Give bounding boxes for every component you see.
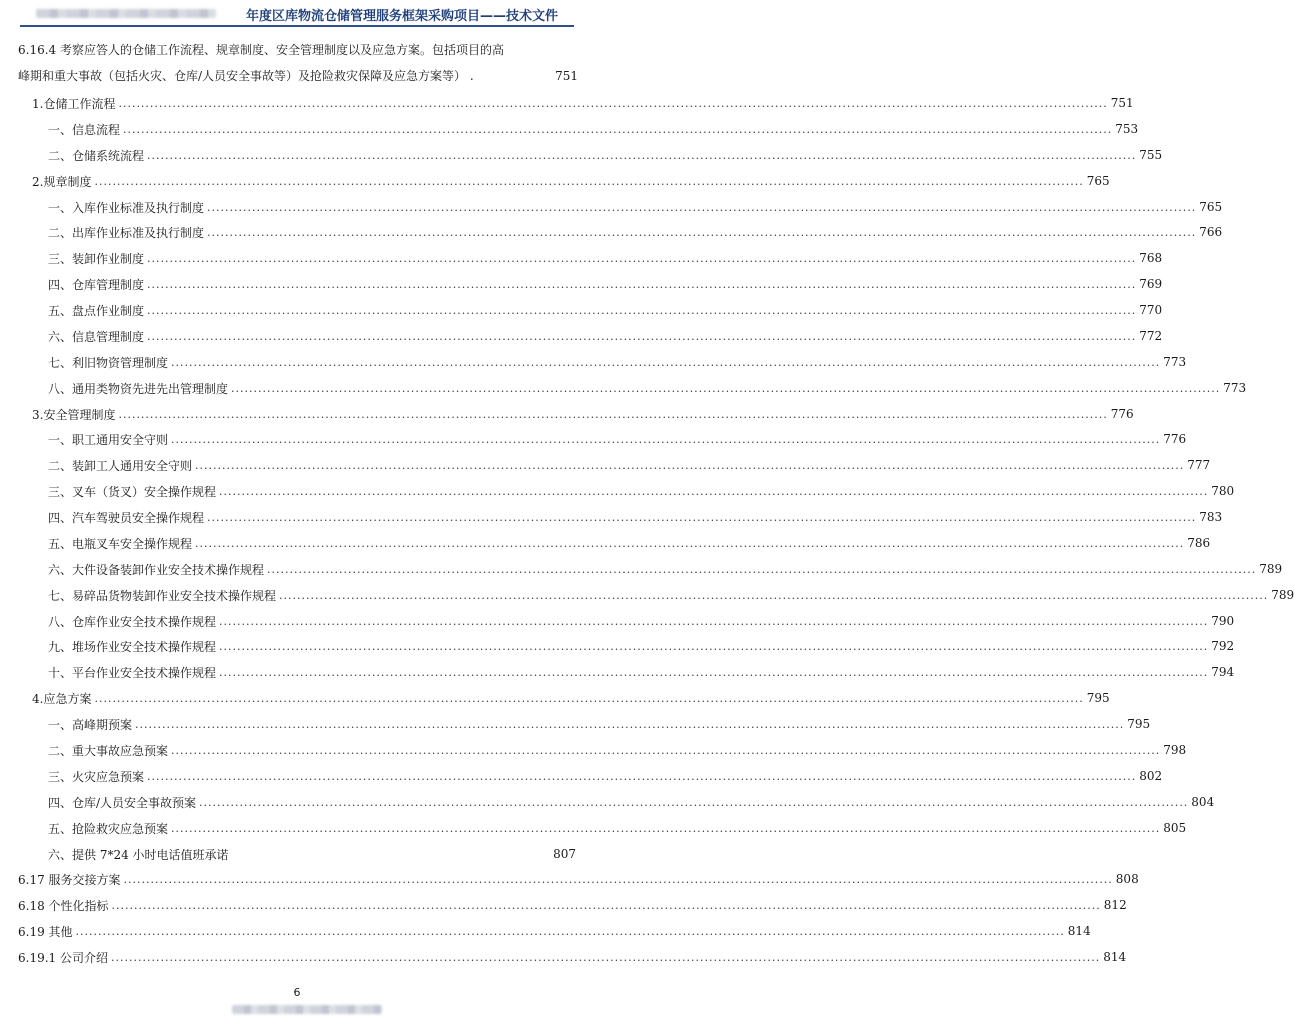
toc-dot-leader: ............................................................................................................................................................................................................................ [111, 898, 1101, 912]
toc-entry-title: 3.安全管理制度 [32, 407, 116, 422]
toc-dot-leader: ............................................................................................................................................................................................................................ [279, 588, 1269, 602]
toc-entry-title: 四、仓库/人员安全事故预案 [48, 795, 197, 810]
toc-entry-title: 八、仓库作业安全技术操作规程 [48, 614, 217, 629]
toc-entry[interactable] [18, 866, 1139, 892]
toc-dot-leader: ............................................................................................................................................................................................................................ [94, 174, 1084, 188]
toc-dot-leader: ............................................................................................................................................................................................................................ [207, 510, 1197, 524]
toc-entry[interactable] [48, 841, 576, 867]
toc-entry-title: 三、叉车（货叉）安全操作规程 [48, 484, 217, 499]
toc-dot-leader: ............................................................................................................................................................................................................................ [118, 407, 1108, 421]
toc-entry[interactable] [48, 556, 1283, 582]
header-rule [20, 25, 574, 27]
toc-entry-page: 789 [1259, 562, 1283, 576]
toc-entry-page: 789 [1271, 588, 1294, 602]
toc-dot-leader: ............................................................................................................................................................................................................................ [147, 277, 1137, 291]
toc-entry-page: 780 [1211, 484, 1235, 498]
toc-entry[interactable] [48, 426, 1187, 452]
toc-entry[interactable] [48, 142, 1163, 168]
toc-entry-title: 四、汽车驾驶员安全操作规程 [48, 510, 205, 525]
toc-entry-title: 二、仓储系统流程 [48, 148, 145, 163]
toc-entry-page: 790 [1211, 614, 1235, 628]
toc-dot-leader: ............................................................................................................................................................................................................................ [147, 148, 1137, 162]
page-number: 6 [293, 986, 301, 999]
toc-intro-line-1: 6.16.4 考察应答人的仓储工作流程、规章制度、安全管理制度以及应急方案。包括项目的高 [18, 43, 504, 57]
toc-entry-title: 6.17 服务交接方案 [18, 872, 121, 887]
toc-entry-title: 六、大件设备装卸作业安全技术操作规程 [48, 562, 265, 577]
document-title: 年度区库物流仓储管理服务框架采购项目——技术文件 [245, 9, 558, 24]
toc-entry-title: 八、通用类物资先进先出管理制度 [48, 381, 229, 396]
redacted-footer-text [232, 1005, 382, 1014]
toc-dot-leader: ............................................................................................................................................................................................................................ [94, 691, 1084, 705]
toc-entry-page: 792 [1211, 639, 1235, 653]
toc-dot-leader: ............................................................................................................................................................................................................................ [171, 432, 1161, 446]
toc-entry[interactable] [48, 194, 1223, 220]
toc-dot-leader: ............................................................................................................................................................................................................................ [207, 225, 1197, 239]
toc-entry[interactable] [48, 530, 1211, 556]
toc-entry[interactable] [48, 349, 1187, 375]
toc-entry[interactable] [48, 375, 1247, 401]
toc-entry-page: 814 [1067, 924, 1091, 938]
toc-entry-title: 一、信息流程 [48, 122, 121, 137]
toc-entry-page: 753 [1115, 122, 1139, 136]
toc-dot-leader: ............................................................................................................................................................................................................................ [195, 536, 1185, 550]
toc-entry-page: 795 [1086, 691, 1110, 705]
toc-intro-line-2: 峰期和重大事故（包括火灾、仓库/人员安全事故等）及抢险救灾保障及应急方案等） . [18, 69, 474, 83]
toc-entry-title: 六、信息管理制度 [48, 329, 145, 344]
toc-entry-title: 1.仓储工作流程 [32, 96, 116, 111]
toc-entry[interactable] [48, 737, 1187, 763]
toc-entry[interactable] [32, 90, 1134, 116]
toc-entry-page: 769 [1139, 277, 1163, 291]
toc-dot-leader: ............................................................................................................................................................................................................................ [231, 381, 1221, 395]
toc-entry[interactable] [48, 478, 1235, 504]
toc-entry-title: 三、火灾应急预案 [48, 769, 145, 784]
toc-dot-leader: ............................................................................................................................................................................................................................ [147, 769, 1137, 783]
toc-entry-title: 四、仓库管理制度 [48, 277, 145, 292]
toc-dot-leader: ............................................................................................................................................................................................................................ [195, 458, 1185, 472]
toc-entry-title: 二、装卸工人通用安全守则 [48, 458, 193, 473]
toc-dot-leader: ............................................................................................................................................................................................................................ [199, 795, 1189, 809]
toc-entry-page: 794 [1211, 665, 1235, 679]
toc-dot-leader: ............................................................................................................................................................................................................................ [219, 614, 1209, 628]
toc-entry-title: 五、电瓶叉车安全操作规程 [48, 536, 193, 551]
toc-entry[interactable] [48, 245, 1163, 271]
toc-entry[interactable] [48, 452, 1211, 478]
toc-entry-page: 773 [1223, 381, 1247, 395]
redacted-header-text [36, 9, 216, 18]
toc-entry-title: 七、易碎品货物装卸作业安全技术操作规程 [48, 588, 277, 603]
toc-dot-leader: ............................................................................................................................................................................................................................ [147, 303, 1137, 317]
toc-dot-leader: ............................................................................................................................................................................................................................ [267, 562, 1257, 576]
toc-entry-title: 九、堆场作业安全技术操作规程 [48, 639, 217, 654]
toc-entry[interactable] [48, 323, 1163, 349]
toc-entry-page: 751 [1110, 96, 1134, 110]
toc-entry[interactable] [48, 504, 1223, 530]
toc-entry[interactable] [48, 763, 1163, 789]
toc-entry-page: 765 [1086, 174, 1110, 188]
toc-dot-leader: ............................................................................................................................................................................................................................ [118, 96, 1108, 110]
toc-entry-title: 五、盘点作业制度 [48, 303, 145, 318]
toc-entry[interactable] [48, 659, 1235, 685]
page-header [0, 0, 594, 26]
toc-dot-leader: ............................................................................................................................................................................................................................ [219, 484, 1209, 498]
toc-entry[interactable] [48, 297, 1163, 323]
toc-entry[interactable] [32, 685, 1110, 711]
toc-entry-page: 786 [1187, 536, 1211, 550]
toc-entry-page: 795 [1127, 717, 1151, 731]
toc-dot-leader: ............................................................................................................................................................................................................................ [219, 665, 1209, 679]
toc-entry-title: 6.19.1 公司介绍 [18, 950, 108, 965]
toc-entry-title: 二、出库作业标准及执行制度 [48, 225, 205, 240]
toc-entry-title: 2.规章制度 [32, 174, 92, 189]
toc-dot-leader: ............................................................................................................................................................................................................................ [75, 924, 1065, 938]
toc-entry-title: 一、高峰期预案 [48, 717, 133, 732]
toc-entry[interactable] [48, 633, 1235, 659]
toc-entry[interactable] [32, 168, 1110, 194]
toc-dot-leader: ............................................................................................................................................................................................................................ [110, 950, 1101, 964]
toc-entry-page: 802 [1139, 769, 1163, 783]
toc-entry-page: 768 [1139, 251, 1163, 265]
toc-dot-leader: ............................................................................................................................................................................................................................ [147, 251, 1137, 265]
toc-dot-leader: ............................................................................................................................................................................................................................ [123, 872, 1113, 886]
toc-entry[interactable] [18, 892, 1127, 918]
toc-entry-title: 六、提供 7*24 小时电话值班承诺 [48, 847, 229, 862]
toc-entry-title: 五、抢险救灾应急预案 [48, 821, 169, 836]
toc-entry-page: 814 [1103, 950, 1127, 964]
toc-entry-page: 766 [1199, 225, 1223, 239]
toc-entry-title: 七、利旧物资管理制度 [48, 355, 169, 370]
toc-entry[interactable] [48, 608, 1235, 634]
toc-entry-page: 783 [1199, 510, 1223, 524]
toc-dot-leader: ............................................................................................................................................................................................................................ [123, 122, 1113, 136]
toc-entry-page: 807 [553, 847, 576, 861]
toc-dot-leader: ............................................................................................................................................................................................................................ [171, 743, 1161, 757]
toc-entry[interactable] [48, 815, 1187, 841]
toc-entry-page: 755 [1139, 148, 1163, 162]
toc-entry-title: 三、装卸作业制度 [48, 251, 145, 266]
toc-entry-page: 770 [1139, 303, 1163, 317]
toc-entry[interactable] [48, 789, 1215, 815]
toc-entry-title: 二、重大事故应急预案 [48, 743, 169, 758]
toc-entry[interactable] [32, 401, 1134, 427]
toc-dot-leader: ............................................................................................................................................................................................................................ [207, 200, 1197, 214]
toc-entry-page: 805 [1163, 821, 1187, 835]
toc-entry-page: 773 [1163, 355, 1187, 369]
toc-entry-title: 一、入库作业标准及执行制度 [48, 200, 205, 215]
toc-entry-page: 765 [1199, 200, 1223, 214]
toc-dot-leader: ............................................................................................................................................................................................................................ [219, 639, 1209, 653]
toc-entry[interactable] [48, 116, 1139, 142]
toc-entry[interactable] [48, 711, 1151, 737]
toc-intro-entry[interactable] [18, 37, 578, 89]
toc-entry-title: 十、平台作业安全技术操作规程 [48, 665, 217, 680]
toc-entry-title: 6.18 个性化指标 [18, 898, 109, 913]
toc-entry-page: 772 [1139, 329, 1163, 343]
toc-dot-leader: ............................................................................................................................................................................................................................ [171, 821, 1161, 835]
toc-entry-title: 4.应急方案 [32, 691, 92, 706]
toc-entry-title: 6.19 其他 [18, 924, 73, 939]
toc-dot-leader: ............................................................................................................................................................................................................................ [135, 717, 1125, 731]
toc-dot-leader: ............................................................................................................................................................................................................................ [147, 329, 1137, 343]
toc-entry[interactable] [18, 944, 1127, 970]
toc-entry-page: 776 [1110, 407, 1134, 421]
toc-entry[interactable] [48, 271, 1163, 297]
toc-entry-page: 777 [1187, 458, 1211, 472]
toc-entry-page: 804 [1191, 795, 1215, 809]
toc-entry[interactable] [48, 582, 1294, 608]
toc-entry-page: 808 [1115, 872, 1139, 886]
toc-entry-page: 812 [1103, 898, 1127, 912]
toc-entry[interactable] [48, 219, 1223, 245]
toc-entry-page: 776 [1163, 432, 1187, 446]
toc-entry-title: 一、职工通用安全守则 [48, 432, 169, 447]
toc-intro-page: 751 [555, 69, 578, 83]
toc-entry[interactable] [18, 918, 1091, 944]
toc-dot-leader: ............................................................................................................................................................................................................................ [171, 355, 1161, 369]
toc-entry-page: 798 [1163, 743, 1187, 757]
